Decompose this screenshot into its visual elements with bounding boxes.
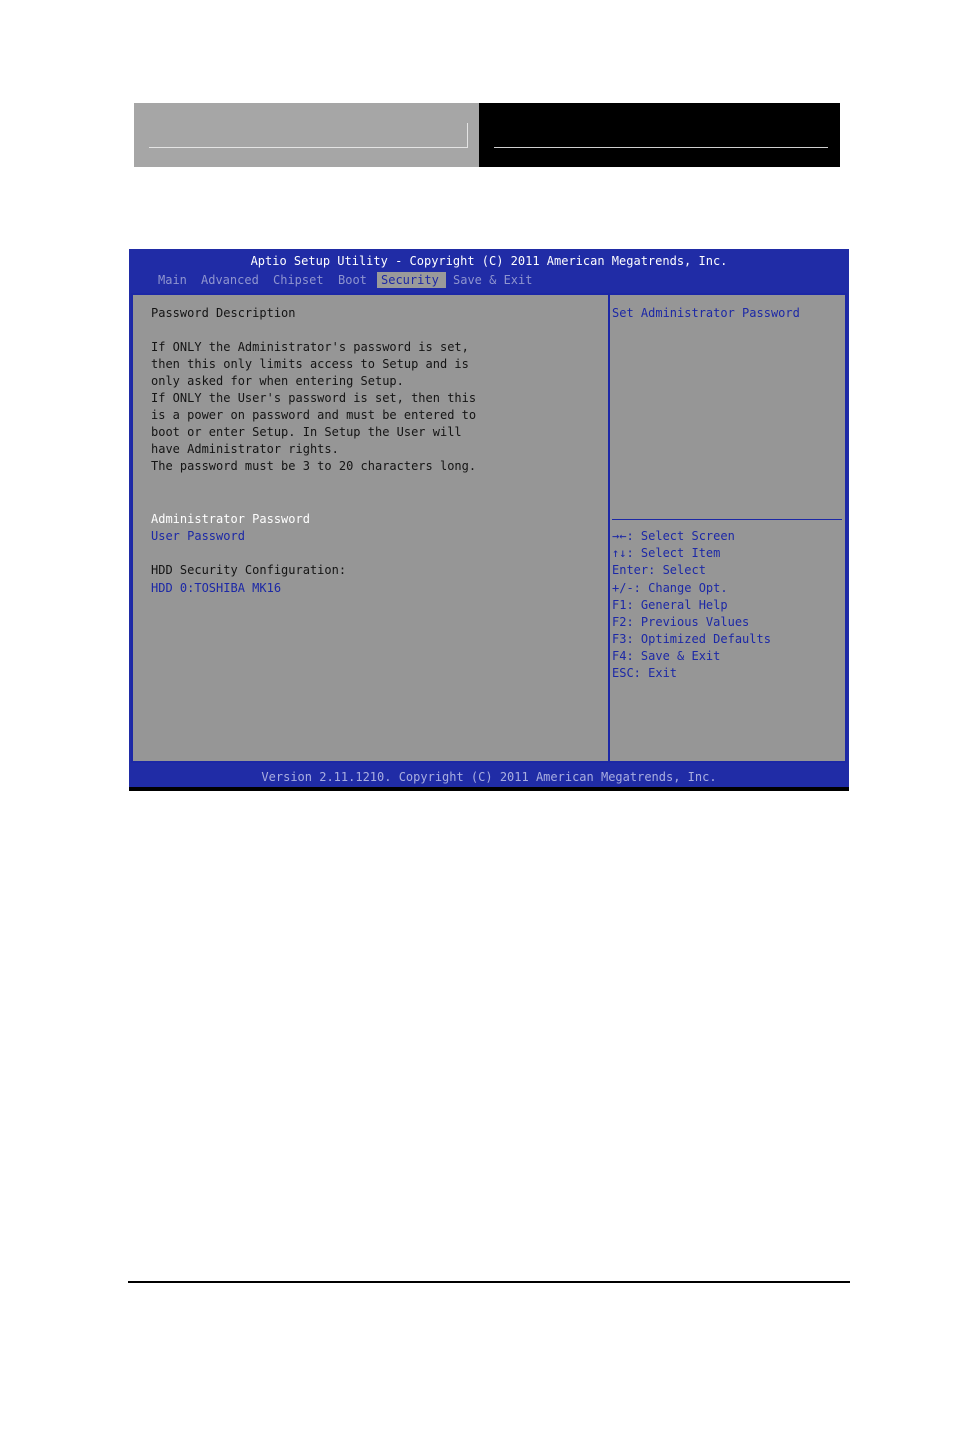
description-line: then this only limits access to Setup and is	[151, 357, 469, 371]
bios-title: Aptio Setup Utility - Copyright (C) 2011 American Megatrends, Inc.	[250, 254, 728, 268]
description-line: If ONLY the User's password is set, then this	[151, 391, 477, 405]
bios-tab-bar	[129, 272, 849, 288]
key-help-line: ↑↓: Select Item	[612, 546, 721, 560]
tab-chipset[interactable]: Chipset	[273, 273, 324, 287]
user-password-item[interactable]: User Password	[151, 529, 245, 543]
description-line: boot or enter Setup. In Setup the User will	[151, 425, 462, 439]
header-rule-left	[149, 147, 467, 148]
description-line: is a power on password and must be entered to	[151, 408, 477, 422]
document-footer-rule	[128, 1281, 850, 1283]
hdd-0-item[interactable]: HDD 0:TOSHIBA MK16	[151, 581, 282, 595]
key-help-line: Enter: Select	[612, 563, 706, 577]
key-help-line: F1: General Help	[612, 598, 728, 612]
bios-version-footer: Version 2.11.1210. Copyright (C) 2011 American Megatrends, Inc.	[261, 770, 717, 784]
password-description-heading: Password Description	[151, 306, 296, 320]
tab-save-exit[interactable]: Save & Exit	[453, 273, 533, 287]
hdd-security-heading: HDD Security Configuration:	[151, 563, 347, 577]
bios-main-panel	[131, 293, 847, 763]
document-header-left	[134, 103, 479, 167]
document-header-right	[479, 103, 840, 167]
key-help-line: F4: Save & Exit	[612, 649, 721, 663]
bios-bottom-edge	[129, 787, 849, 791]
tab-advanced[interactable]: Advanced	[201, 273, 259, 287]
panel-divider	[608, 295, 610, 761]
key-help-line: ESC: Exit	[612, 666, 678, 680]
administrator-password-item[interactable]: Administrator Password	[151, 512, 310, 526]
tab-security[interactable]: Security	[377, 272, 446, 288]
bios-setup-screen	[129, 249, 849, 791]
tab-boot[interactable]: Boot	[338, 273, 367, 287]
key-help-line: F2: Previous Values	[612, 615, 750, 629]
description-line: If ONLY the Administrator's password is set,	[151, 340, 469, 354]
description-line: only asked for when entering Setup.	[151, 374, 404, 388]
key-help-line: →←: Select Screen	[612, 529, 735, 543]
description-line: The password must be 3 to 20 characters long.	[151, 459, 477, 473]
header-tick	[467, 123, 468, 148]
key-help-line: +/-: Change Opt.	[612, 581, 728, 595]
header-rule-right	[494, 147, 828, 148]
tab-main[interactable]: Main	[158, 273, 187, 287]
description-line: have Administrator rights.	[151, 442, 339, 456]
key-help-line: F3: Optimized Defaults	[612, 632, 771, 646]
help-separator	[612, 519, 842, 520]
item-help-text: Set Administrator Password	[612, 306, 800, 320]
